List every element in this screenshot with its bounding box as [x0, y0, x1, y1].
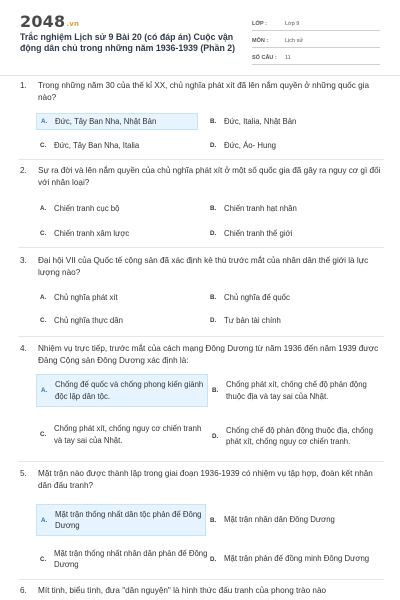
- option-text: Chủ nghĩa phát xít: [54, 292, 118, 302]
- question-number: 4.: [20, 344, 27, 353]
- option-letter: C.: [40, 142, 47, 149]
- option-c[interactable]: [40, 543, 208, 575]
- divider: [18, 159, 384, 160]
- option-letter: B.: [210, 294, 217, 301]
- option-text: Chủ nghĩa thực dân: [54, 315, 123, 325]
- option-text: Mặt trận nhân dân Đông Dương: [224, 515, 335, 525]
- logo-suffix: .vn: [66, 20, 80, 28]
- option-text: Chiến tranh thế giới: [224, 228, 293, 238]
- meta-label: LỚP :: [252, 21, 267, 27]
- option-b[interactable]: [210, 113, 385, 130]
- option-a[interactable]: [36, 374, 208, 407]
- question-number: 3.: [20, 256, 27, 265]
- question-text: Trong những năm 30 của thế kỉ XX, chủ nghĩa phát xít đã lên nắm quyền ở những quốc gia nào?: [38, 81, 370, 102]
- option-text: Mặt trận phản đế đồng minh Đông Dương: [224, 554, 370, 564]
- question-text: Đại hội VII của Quốc tế cộng sản đã xác định kẻ thù trước mắt của nhân dân thế giới là lực lượng nào?: [38, 256, 369, 277]
- divider: [18, 579, 384, 580]
- meta-row-subject: [252, 31, 380, 48]
- option-a[interactable]: [36, 113, 198, 130]
- option-text: Chống đế quốc và chống phong kiến giành độc lập dân tộc.: [55, 380, 204, 401]
- option-d[interactable]: [210, 312, 385, 329]
- question-text: Mặt trận nào được thành lập trong giai đoạn 1936-1939 có nhiệm vụ tập hợp, đoàn kết nhân dân đấu tranh?: [38, 469, 373, 490]
- divider: [18, 461, 384, 462]
- option-letter: C.: [40, 431, 47, 438]
- option-text: Chiến tranh cục bộ: [54, 203, 120, 213]
- option-a[interactable]: [40, 289, 200, 306]
- option-text: Đức, Áo- Hung: [224, 140, 277, 150]
- option-text: Tư bản tài chính: [224, 315, 281, 325]
- meta-value: 11: [285, 55, 291, 61]
- option-letter: B.: [210, 516, 217, 524]
- option-letter: A.: [40, 294, 47, 301]
- question-number: 2.: [20, 166, 27, 175]
- meta-label: MÔN :: [252, 38, 269, 44]
- option-text: Mặt trận thống nhất dân tộc phản đế Đông Dương: [55, 509, 202, 530]
- option-text: Chủ nghĩa đế quốc: [224, 292, 290, 302]
- meta-value: Lớp 9: [285, 21, 300, 27]
- question-number: 5.: [20, 469, 27, 478]
- divider: [18, 247, 384, 248]
- option-letter: B.: [210, 205, 217, 212]
- question-text: Mít tinh, biểu tình, đưa "dân nguyện" là hình thức đấu tranh của phong trào nào: [38, 586, 327, 595]
- meta-value: Lịch sử: [285, 38, 304, 44]
- option-text: Chống phát xít, chống nguy cơ chiến tranh và tay sai của Nhật.: [54, 424, 202, 445]
- option-b[interactable]: [212, 374, 387, 407]
- option-letter: C.: [40, 230, 47, 237]
- meta-table: [252, 14, 380, 65]
- page-title: Trắc nghiệm Lịch sử 9 Bài 20 (có đáp án) Cuộc vận động dân chủ trong những năm 1936-1939 (Phần 2): [20, 32, 236, 53]
- question-number: 1.: [20, 81, 27, 90]
- option-letter: D.: [212, 432, 219, 440]
- option-d[interactable]: [210, 225, 385, 242]
- option-text: Mặt trận thống nhất nhân dân phản đế Đông Dương: [54, 548, 208, 569]
- option-letter: D.: [210, 555, 217, 563]
- option-letter: A.: [40, 205, 47, 212]
- question-text: Nhiệm vụ trực tiếp, trước mắt của cách mạng Đông Dương từ năm 1936 đến năm 1939 được Đảng Cộng sản Đông Dương xác định là:: [38, 344, 379, 365]
- option-d[interactable]: [210, 137, 385, 154]
- option-a[interactable]: [36, 504, 206, 536]
- option-text: Chống phát xít, chống chế độ phản động thuộc địa và tay sai của Nhật.: [226, 380, 367, 401]
- option-text: Chiến tranh xâm lược: [54, 228, 130, 238]
- option-c[interactable]: [40, 225, 200, 242]
- question-text: Sự ra đời và lên nắm quyền của chủ nghĩa phát xít ở một số quốc gia đã gây ra nguy cơ gì đối với nhân loại?: [38, 166, 381, 187]
- logo[interactable]: [20, 12, 79, 31]
- option-c[interactable]: [40, 418, 208, 451]
- option-d[interactable]: [210, 543, 388, 575]
- option-letter: D.: [210, 230, 217, 237]
- meta-label: SỐ CÂU :: [252, 55, 277, 61]
- option-text: Chiến tranh hạt nhân: [224, 203, 297, 213]
- option-c[interactable]: [40, 312, 200, 329]
- option-b[interactable]: [210, 289, 385, 306]
- option-letter: B.: [212, 387, 219, 394]
- option-text: Đức, Tây Ban Nha, Nhật Bản: [55, 116, 157, 126]
- option-letter: A.: [41, 516, 48, 524]
- logo-text: 2048: [20, 12, 66, 31]
- question-number: 6.: [20, 586, 27, 595]
- option-letter: D.: [210, 317, 217, 324]
- option-letter: A.: [41, 387, 48, 394]
- meta-row-count: [252, 48, 380, 65]
- page-header: [0, 0, 400, 76]
- option-a[interactable]: [40, 200, 200, 217]
- option-letter: D.: [210, 142, 217, 149]
- option-letter: C.: [40, 555, 47, 563]
- option-text: Đức, Tây Ban Nha, Italia: [54, 140, 140, 150]
- option-d[interactable]: [212, 414, 390, 458]
- option-text: Đức, Italia, Nhật Bản: [224, 116, 297, 126]
- option-letter: C.: [40, 317, 47, 324]
- option-letter: A.: [41, 118, 48, 125]
- option-c[interactable]: [40, 137, 200, 154]
- option-letter: B.: [210, 118, 217, 125]
- divider: [18, 336, 384, 337]
- option-b[interactable]: [210, 200, 385, 217]
- meta-row-class: [252, 14, 380, 31]
- option-b[interactable]: [210, 504, 388, 536]
- option-text: Chống chế độ phản động thuộc địa, chống phát xít, chống nguy cơ chiến tranh.: [226, 425, 373, 446]
